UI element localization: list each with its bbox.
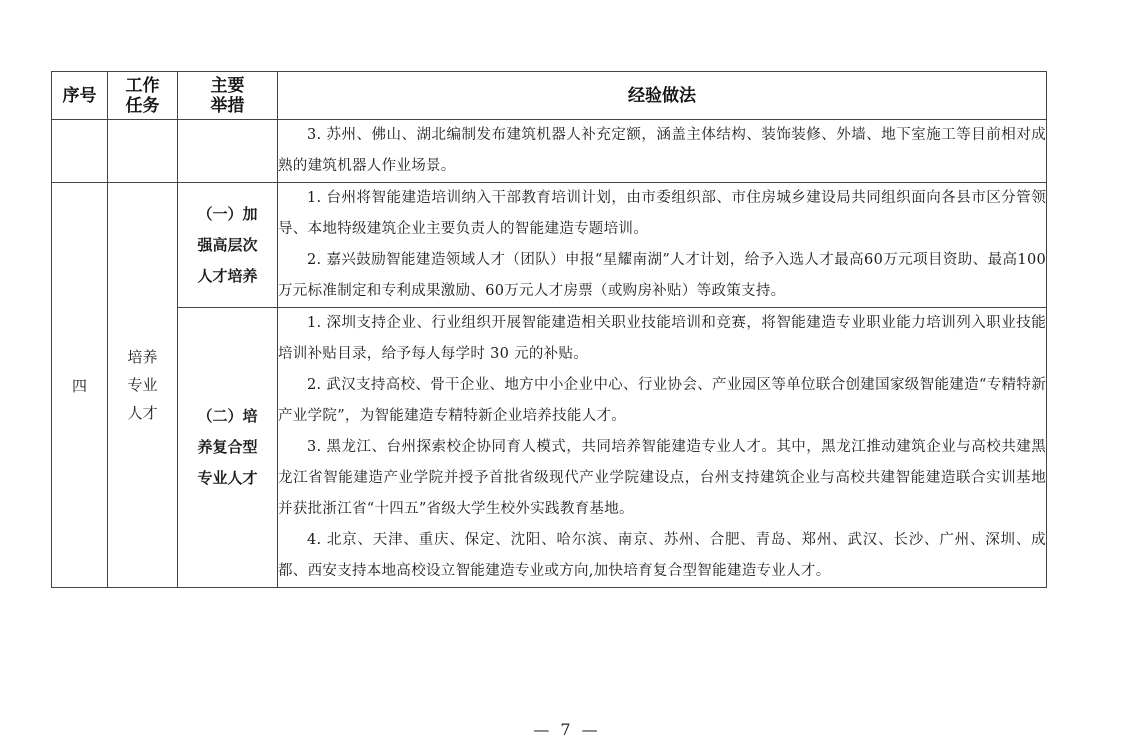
cell-empty-seq <box>52 120 108 183</box>
cell-measure-2 <box>178 308 278 588</box>
cell-empty-measure <box>178 120 278 183</box>
practice-item: 3. 苏州、佛山、湖北编制发布建筑机器人补充定额，涵盖主体结构、装饰装修、外墙、地下室施工等目前相对成熟的建筑机器人作业场景。 <box>278 127 1046 174</box>
task-line2: 专业 <box>127 376 158 394</box>
task-line3: 人才 <box>127 404 158 422</box>
cell-practice-measure1 <box>278 183 1047 308</box>
header-task <box>108 72 178 120</box>
practice-item: 4. 北京、天津、重庆、保定、沈阳、哈尔滨、南京、苏州、合肥、青岛、郑州、武汉、长沙、广州、深圳、成都、西安支持本地高校设立智能建造专业或方向,加快培育复合型智能建造专业人才。 <box>278 532 1046 579</box>
table-row-continued <box>52 120 1047 183</box>
page-number: — 7 — <box>533 720 601 739</box>
measure1-line1: （一）加 <box>197 204 258 223</box>
cell-measure-1 <box>178 183 278 308</box>
cell-seq-4: 四 <box>52 183 108 588</box>
cell-practice-continued <box>278 120 1047 183</box>
cell-task-4 <box>108 183 178 588</box>
experience-table <box>51 71 1047 588</box>
practice-item: 2. 武汉支持高校、骨干企业、地方中小企业中心、行业协会、产业园区等单位联合创建国家级智能建造“专精特新产业学院”，为智能建造专精特新企业培养技能人才。 <box>278 377 1046 424</box>
measure2-line2: 养复合型 <box>197 438 258 456</box>
cell-practice-measure2 <box>278 308 1047 588</box>
table-row-section4-b <box>52 308 1047 588</box>
practice-item: 3. 黑龙江、台州探索校企协同育人模式，共同培养智能建造专业人才。其中，黑龙江推动建筑企业与高校共建黑龙江省智能建造产业学院并授予首批省级现代产业学院建设点，台州支持建筑企业与高校共建智能建造联合实训基地并获批浙江省“十四五”省级大学生校外实践教育基地。 <box>278 439 1046 517</box>
practice-item: 1. 深圳支持企业、行业组织开展智能建造相关职业技能培训和竞赛，将智能建造专业职业能力培训列入职业技能培训补贴目录，给予每人每学时 30 元的补贴。 <box>278 315 1046 362</box>
practice-item: 2. 嘉兴鼓励智能建造领域人才（团队）申报“星耀南湖”人才计划，给予入选人才最高60万元项目资助、最高100万元标准制定和专利成果激励、60万元人才房票（或购房补贴）等政策支持。 <box>278 252 1046 299</box>
measure1-line2: 强高层次 <box>197 235 258 254</box>
header-task-line2: 任务 <box>125 95 160 116</box>
cell-empty-task <box>108 120 178 183</box>
header-task-line1: 工作 <box>125 75 160 96</box>
practice-item: 1. 台州将智能建造培训纳入干部教育培训计划，由市委组织部、市住房城乡建设局共同组织面向各县市区分管领导、本地特级建筑企业主要负责人的智能建造专题培训。 <box>278 190 1046 237</box>
task-line1: 培养 <box>127 348 158 366</box>
table-header-row <box>52 72 1047 120</box>
header-measure-line2: 举措 <box>210 95 245 116</box>
header-measure-line1: 主要 <box>210 75 245 96</box>
measure2-line1: （二）培 <box>197 407 258 425</box>
measure1-line3: 人才培养 <box>197 266 258 285</box>
header-practice: 经验做法 <box>278 72 1047 120</box>
table-row-section4-a <box>52 183 1047 308</box>
header-seq: 序号 <box>52 72 108 120</box>
measure2-line3: 专业人才 <box>197 469 258 487</box>
header-measure <box>178 72 278 120</box>
